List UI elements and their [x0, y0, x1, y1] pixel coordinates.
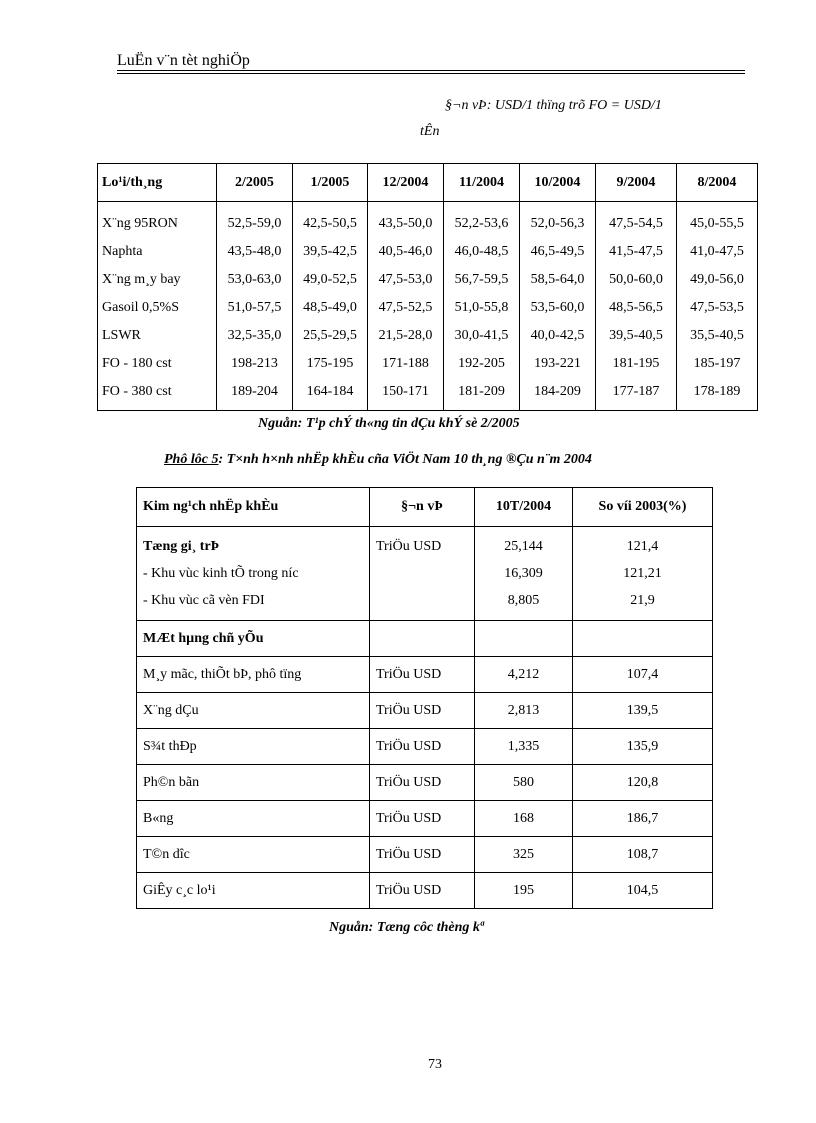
page-number: 73	[428, 1057, 442, 1072]
appendix-title-text: : T×nh h×nh nhËp khÈu cña ViÖt Nam 10 th¸ng ®Çu n¨m 2004	[218, 452, 592, 467]
price-cell: 35,5-40,5	[677, 322, 758, 350]
unit-note: §¬n vÞ: USD/1 thïng trõ FO = USD/1	[445, 98, 662, 113]
unit-cell: TriÖu USD	[370, 801, 475, 837]
value-cell: 2,813	[475, 693, 573, 729]
price-cell: 53,5-60,0	[520, 294, 596, 322]
item-cell: X¨ng dÇu	[137, 693, 370, 729]
empty-cell	[370, 621, 475, 657]
running-header: LuËn v¨n tèt nghiÖp	[117, 52, 250, 69]
price-cell: 46,5-49,5	[520, 238, 596, 266]
table-row	[137, 873, 713, 909]
column-header: 9/2004	[596, 164, 677, 202]
section-heading: MÆt hµng chñ yÕu	[137, 621, 370, 657]
column-header: Kim ng¹ch nhËp khÈu	[137, 488, 370, 527]
pct-cell	[573, 527, 713, 621]
table-row	[137, 837, 713, 873]
header-rule-bottom	[117, 73, 745, 74]
table-row	[137, 729, 713, 765]
table-row	[98, 294, 758, 322]
price-cell: 47,5-54,5	[596, 202, 677, 239]
price-cell: 46,0-48,5	[444, 238, 520, 266]
column-header: 10T/2004	[475, 488, 573, 527]
price-cell: 49,0-56,0	[677, 266, 758, 294]
price-cell: 42,5-50,5	[293, 202, 368, 239]
item-cell: B«ng	[137, 801, 370, 837]
value-cell	[475, 527, 573, 621]
price-cell: 175-195	[293, 350, 368, 378]
import-turnover-table	[136, 487, 713, 909]
price-cell: 21,5-28,0	[368, 322, 444, 350]
unit-cell: TriÖu USD	[370, 837, 475, 873]
column-header: §¬n vÞ	[370, 488, 475, 527]
price-cell: 47,5-53,5	[677, 294, 758, 322]
table-row	[98, 322, 758, 350]
price-cell: 58,5-64,0	[520, 266, 596, 294]
product-cell: X¨ng m¸y bay	[98, 266, 217, 294]
header-rule-top	[117, 70, 745, 71]
item-cell: S¾t thÐp	[137, 729, 370, 765]
price-cell: 41,5-47,5	[596, 238, 677, 266]
price-cell: 181-195	[596, 350, 677, 378]
price-cell: 30,0-41,5	[444, 322, 520, 350]
appendix-title	[164, 452, 592, 468]
column-header: 1/2005	[293, 164, 368, 202]
unit-cell: TriÖu USD	[370, 657, 475, 693]
pct-cell: 139,5	[573, 693, 713, 729]
price-cell: 189-204	[217, 378, 293, 411]
price-cell: 47,5-52,5	[368, 294, 444, 322]
pct-cell: 135,9	[573, 729, 713, 765]
value-cell: 325	[475, 837, 573, 873]
table-row	[137, 765, 713, 801]
price-cell: 48,5-49,0	[293, 294, 368, 322]
table-row	[137, 801, 713, 837]
total-row	[137, 527, 713, 621]
price-cell: 178-189	[677, 378, 758, 411]
table-row	[98, 378, 758, 411]
empty-cell	[475, 621, 573, 657]
table1-source: Nguån: T¹p chÝ th«ng tin dÇu khÝ sè 2/2005	[258, 416, 520, 431]
pct-cell: 108,7	[573, 837, 713, 873]
column-header: 10/2004	[520, 164, 596, 202]
price-cell: 56,7-59,5	[444, 266, 520, 294]
price-cell: 171-188	[368, 350, 444, 378]
price-cell: 181-209	[444, 378, 520, 411]
pct-cell: 107,4	[573, 657, 713, 693]
price-cell: 193-221	[520, 350, 596, 378]
pct-value: 121,21	[623, 566, 662, 581]
price-cell: 41,0-47,5	[677, 238, 758, 266]
column-header: 8/2004	[677, 164, 758, 202]
value: 25,144	[504, 539, 543, 554]
item-cell: M¸y mãc, thiÕt bÞ, phô tïng	[137, 657, 370, 693]
product-cell: FO - 180 cst	[98, 350, 217, 378]
pct-cell: 120,8	[573, 765, 713, 801]
table-row	[98, 350, 758, 378]
value-cell: 195	[475, 873, 573, 909]
price-cell: 150-171	[368, 378, 444, 411]
price-cell: 185-197	[677, 350, 758, 378]
column-header: 11/2004	[444, 164, 520, 202]
price-cell: 45,0-55,5	[677, 202, 758, 239]
price-cell: 40,5-46,0	[368, 238, 444, 266]
section-row	[137, 621, 713, 657]
price-cell: 52,5-59,0	[217, 202, 293, 239]
column-header: 12/2004	[368, 164, 444, 202]
unit-note-continuation: tÊn	[420, 124, 440, 139]
price-cell: 198-213	[217, 350, 293, 378]
price-cell: 51,0-57,5	[217, 294, 293, 322]
item-cell: GiÊy c¸c lo¹i	[137, 873, 370, 909]
price-cell: 32,5-35,0	[217, 322, 293, 350]
price-cell: 40,0-42,5	[520, 322, 596, 350]
value-cell: 580	[475, 765, 573, 801]
value-cell: 4,212	[475, 657, 573, 693]
unit-cell: TriÖu USD	[370, 873, 475, 909]
table-header-row	[137, 488, 713, 527]
price-cell: 52,0-56,3	[520, 202, 596, 239]
unit-cell: TriÖu USD	[370, 765, 475, 801]
unit-value: TriÖu USD	[376, 539, 442, 554]
fuel-price-table	[97, 163, 758, 411]
product-cell: Gasoil 0,5%S	[98, 294, 217, 322]
column-header: So víi 2003(%)	[573, 488, 713, 527]
item-cell: T©n dîc	[137, 837, 370, 873]
total-label: Tæng gi¸ trÞ	[143, 539, 220, 554]
price-cell: 177-187	[596, 378, 677, 411]
domestic-sector-label: - Khu vùc kinh tÕ trong níc	[143, 566, 299, 581]
unit-cell: TriÖu USD	[370, 729, 475, 765]
pct-value: 21,9	[630, 593, 655, 608]
value: 16,309	[504, 566, 543, 581]
table-row	[137, 693, 713, 729]
price-cell: 39,5-42,5	[293, 238, 368, 266]
empty-cell	[573, 621, 713, 657]
pct-value: 121,4	[626, 539, 659, 554]
table-row	[98, 202, 758, 239]
price-cell: 184-209	[520, 378, 596, 411]
unit-cell: TriÖu USD	[370, 693, 475, 729]
table-header-row	[98, 164, 758, 202]
fdi-sector-label: - Khu vùc cã vèn FDI	[143, 593, 265, 608]
price-cell: 52,2-53,6	[444, 202, 520, 239]
pct-cell: 104,5	[573, 873, 713, 909]
price-cell: 50,0-60,0	[596, 266, 677, 294]
unit-cell	[370, 527, 475, 621]
table2-source: Nguån: Tæng côc thèng kª	[329, 920, 484, 935]
price-cell: 53,0-63,0	[217, 266, 293, 294]
price-cell: 48,5-56,5	[596, 294, 677, 322]
price-cell: 47,5-53,0	[368, 266, 444, 294]
item-cell: Ph©n bãn	[137, 765, 370, 801]
value-cell: 168	[475, 801, 573, 837]
product-cell: LSWR	[98, 322, 217, 350]
column-header: Lo¹i/th¸ng	[98, 164, 217, 202]
value-cell: 1,335	[475, 729, 573, 765]
price-cell: 51,0-55,8	[444, 294, 520, 322]
price-cell: 25,5-29,5	[293, 322, 368, 350]
table-row	[137, 657, 713, 693]
price-cell: 39,5-40,5	[596, 322, 677, 350]
value: 8,805	[507, 593, 540, 608]
price-cell: 192-205	[444, 350, 520, 378]
price-cell: 43,5-48,0	[217, 238, 293, 266]
product-cell: X¨ng 95RON	[98, 202, 217, 239]
appendix-label: Phô lôc 5	[164, 452, 219, 467]
pct-cell: 186,7	[573, 801, 713, 837]
total-label-cell	[137, 527, 370, 621]
price-cell: 43,5-50,0	[368, 202, 444, 239]
column-header: 2/2005	[217, 164, 293, 202]
product-cell: FO - 380 cst	[98, 378, 217, 411]
price-cell: 164-184	[293, 378, 368, 411]
price-cell: 49,0-52,5	[293, 266, 368, 294]
product-cell: Naphta	[98, 238, 217, 266]
table-row	[98, 266, 758, 294]
table-row	[98, 238, 758, 266]
